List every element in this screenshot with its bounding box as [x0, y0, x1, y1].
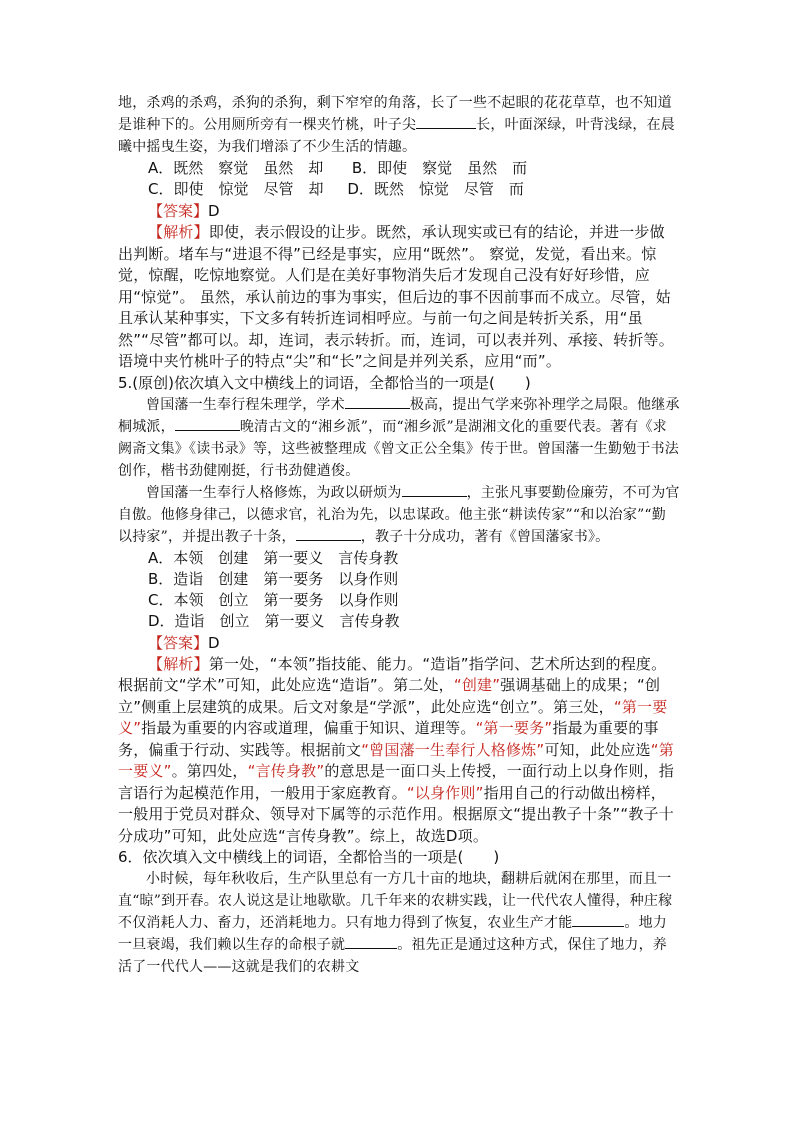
q5-passage-1	[118, 394, 680, 482]
q5-p1-text-c: 晚清古文的“湘乡派”，而“湘乡派”是湖湘文化的重要代表。著有《求阙斋文集》《读书录》等，这些被整理成《曾文正公全集》传于世。曾国藩一生勤勉于书法创作，楷书劲健刚挺，行书劲健遒俊。	[118, 418, 679, 479]
analysis-text: 第一处，“本领”指技能、能力。“造诣”指学问、艺术所达到的程度。根据前文“学术”可知，此处应选“造诣”。第二处，	[118, 654, 667, 694]
analysis-highlight: “创建”	[453, 676, 501, 694]
analysis-text: 指最为重要的事务，偏重于行动、实践等。根据前文	[118, 719, 659, 759]
answer-tag: 【答案】	[148, 202, 209, 220]
analysis-text: 强调基础上的成果；“创立”侧重上层建筑的成果。后文对象是“学派”，此处应选“创立”。第三处，	[118, 676, 661, 716]
answer-value: D	[208, 633, 220, 652]
q6-text-a: 小时候，每年秋收后，生产队里总有一方几十亩的地块，翻耕后就闲在那里，而且一直“晾”到开春。农人说这是让地歇歇。几千年来的农耕实践，让一代代农人懂得，种庄稼不仅消耗人力、畜力，还消耗地力。只有地力得到了恢复，农业生产才能	[118, 871, 673, 931]
q4-options-row-1	[118, 158, 680, 179]
analysis-text: 指用自己的行动做出榜样，一般用于党员对群众、领导对下属等的示范作用。根据原文“提出教子十条”“教子十分成功”可知，此处应选“言传身教”。综上，故选D项。	[118, 783, 674, 845]
q5-p1-text-b: 极高，提出气学来弥补理学之局限。他继承桐城派，	[118, 396, 680, 435]
q6-text-b: 。地力一旦衰竭，我们赖以生存的命根子就	[118, 915, 668, 953]
analysis-highlight: “第一要务”	[475, 719, 553, 737]
q6-passage	[118, 868, 680, 978]
answer-blank[interactable]	[345, 394, 410, 409]
q4-options-row-2	[118, 179, 680, 200]
analysis-text: 可知，此处应选	[544, 740, 651, 759]
q5-stem: 5.(原创)依次填入文中横线上的词语，全都恰当的一项是( )	[118, 373, 531, 392]
answer-blank[interactable]	[175, 416, 240, 431]
q5-p2-text-a: 曾国藩一生奉行人格修炼，为政以研烦为	[146, 484, 402, 501]
q4-option-d: D．既然 惊觉 尽管 而	[347, 180, 524, 198]
q6-text-c: 。祖先正是通过这种方式，保住了地力，养活了一代代人——这就是我们的农耕文	[118, 937, 668, 975]
analysis-highlight: “第一要义”	[118, 740, 674, 780]
q4-option-a: A．既然 察觉 虽然 却	[148, 159, 324, 177]
answer-blank[interactable]	[416, 114, 476, 129]
q5-option-a: A．本领 创建 第一要义 言传身教	[148, 548, 399, 567]
q4-passage-text-1: 地，杀鸡的杀鸡，杀狗的杀狗，剩下窄窄的角落，长了一些不起眼的花花草草，也不知道是谁种下的。公用厕所旁有一棵夹竹桃，叶子尖	[118, 95, 672, 133]
answer-tag: 【答案】	[148, 633, 209, 652]
q5-option-b: B．造诣 创建 第一要务 以身作则	[148, 569, 399, 588]
q5-passage-2	[118, 482, 680, 548]
q4-option-b: B．即使 察觉 虽然 而	[351, 159, 528, 177]
analysis-highlight: “言传身教”	[247, 762, 325, 780]
analysis-text: 即使，表示假设的让步。既然，承认现实或已有的结论，并进一步做出判断。堵车与“进退不得”已经是事实，应用“既然”。 察觉，发觉，看出来。惊觉，惊醒，吃惊地察觉。人们是在美好事物消失后才发现自己没有好好珍惜，应用“惊觉”。 虽然，承认前边的事为事实，但后边的事不因前事而不成立。尽管，姑且承认某种事实，下文多有转折连词相呼应。与前一句之间是转折关系，用“虽然”“尽管”都可以。却，连词，表示转折。而，连词，可以表并列、承接、转折等。语境中夹竹桃叶子的特点“尖”和“长”之间是并列关系，应用“而”。	[118, 223, 674, 370]
analysis-highlight: “以身作则”	[406, 783, 484, 802]
q5-p1-text-a: 曾国藩一生奉行程朱理学，学术	[146, 396, 345, 413]
q4-passage	[118, 92, 680, 158]
q6-stem: 6．依次填入文中横线上的词语，全都恰当的一项是( )	[118, 848, 500, 866]
analysis-text: 。第四处，	[171, 762, 248, 780]
q4-analysis	[118, 222, 680, 373]
q5-option-d: D．造诣 创立 第一要义 言传身教	[148, 611, 400, 630]
analysis-highlight: “曾国藩一生奉行人格修炼”	[361, 740, 545, 759]
analysis-tag: 【解析】	[148, 654, 209, 673]
analysis-highlight: “第一要义”	[118, 697, 668, 737]
answer-blank[interactable]	[296, 526, 361, 541]
analysis-tag: 【解析】	[148, 223, 209, 241]
q5-option-c: C．本领 创立 第一要务 以身作则	[148, 590, 399, 609]
q4-option-c: C．即使 惊觉 尽管 却	[148, 180, 324, 198]
answer-blank[interactable]	[345, 934, 397, 949]
document-page	[118, 92, 680, 978]
q5-p2-text-c: ，教子十分成功，著有《曾国藩家书》。	[360, 528, 610, 545]
analysis-text: 的意思是一面口头上传授，一面行动上以身作则，指言语行为起模范作用，一般用于家庭教育。	[118, 762, 674, 802]
q5-analysis	[118, 654, 680, 848]
answer-blank[interactable]	[572, 912, 624, 927]
q4-passage-text-2: 长，叶面深绿，叶背浅绿，在晨曦中摇曳生姿，为我们增添了不少生活的情趣。	[118, 117, 676, 155]
q5-p2-text-b: ，主张凡事要勤俭廉劳，不可为官自傲。他修身律己，以德求官，礼治为先，以忠谋政。他主张“耕读传家”“和以治家”“勤以持家”，并提出教子十条，	[118, 484, 680, 545]
answer-value: D	[208, 202, 220, 220]
analysis-text: 指最为重要的内容或道理，偏重于知识、道理等。	[141, 719, 476, 737]
answer-blank[interactable]	[402, 482, 467, 497]
q4-answer	[118, 200, 680, 222]
q5-answer	[118, 632, 680, 654]
